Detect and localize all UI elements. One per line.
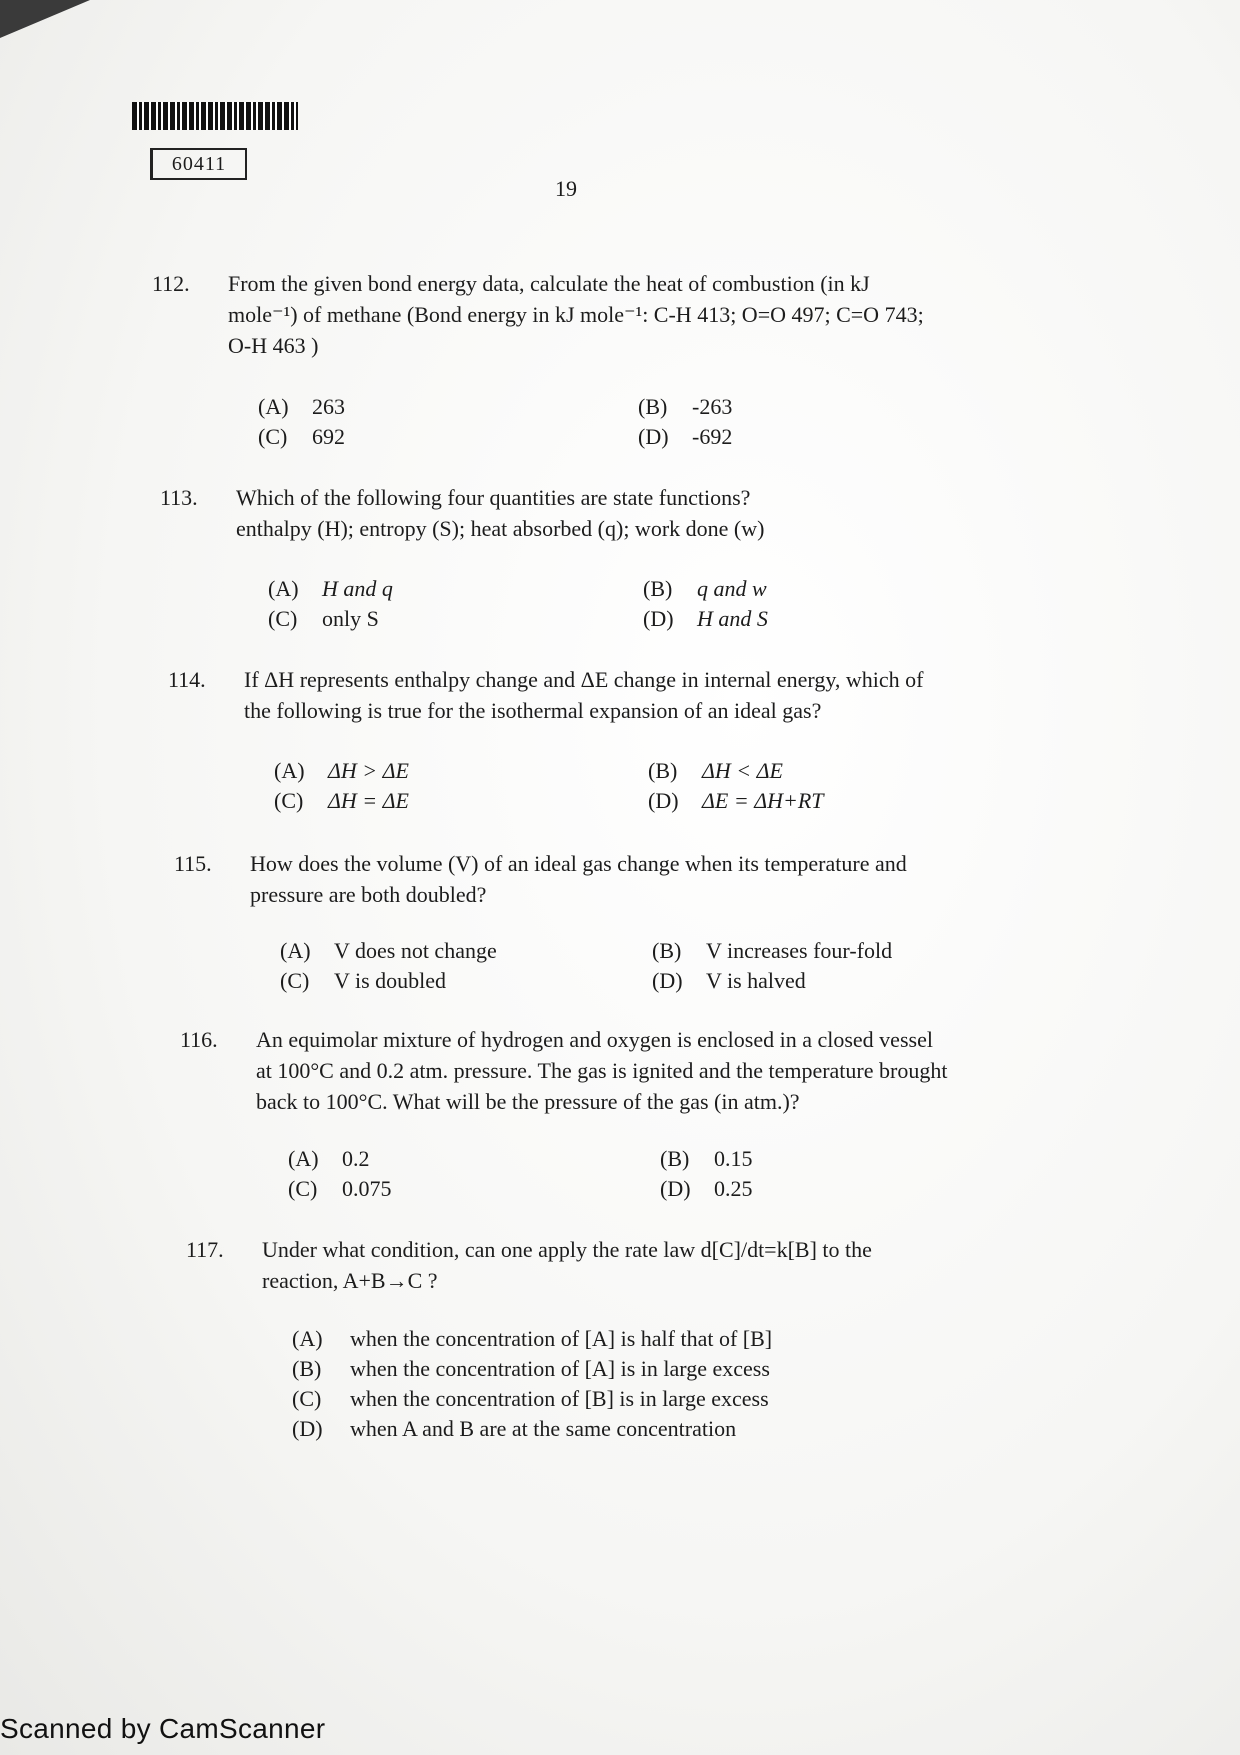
question-number: 114. xyxy=(168,667,206,692)
stem-line: Which of the following four quantities are state functions? xyxy=(236,485,751,510)
option-d[interactable]: (D) H and S xyxy=(643,606,768,631)
paper-code: 60411 xyxy=(150,148,247,180)
option-a[interactable]: (A) 0.2 xyxy=(288,1146,370,1171)
stem-line: mole⁻¹) of methane (Bond energy in kJ mole⁻¹: C-H 413; O=O 497; C=O 743; xyxy=(228,302,924,327)
option-b[interactable]: (B) q and w xyxy=(643,576,767,601)
option-d[interactable]: (D) ΔE = ΔH+RT xyxy=(648,788,824,813)
option-c[interactable]: (C) 692 xyxy=(258,424,345,449)
question-stem xyxy=(256,1024,947,1117)
option-c[interactable]: (C) only S xyxy=(268,606,379,631)
option-a[interactable]: (A) ΔH > ΔE xyxy=(274,758,409,783)
question-number: 116. xyxy=(180,1027,218,1052)
option-d[interactable]: (D) when A and B are at the same concentration xyxy=(292,1416,737,1441)
question-number: 117. xyxy=(186,1237,224,1262)
stem-line: the following is true for the isothermal expansion of an ideal gas? xyxy=(244,698,822,723)
question-115 xyxy=(174,848,1030,912)
options-113 xyxy=(268,574,868,636)
question-112 xyxy=(152,268,1032,368)
corner-shadow xyxy=(0,0,90,38)
option-d[interactable]: (D) -692 xyxy=(638,424,733,449)
stem-line: O-H 463 ) xyxy=(228,333,319,358)
options-114 xyxy=(274,756,874,818)
question-116 xyxy=(180,1024,1040,1120)
question-stem xyxy=(250,848,907,910)
question-stem xyxy=(236,482,764,544)
stem-line: An equimolar mixture of hydrogen and oxygen is enclosed in a closed vessel xyxy=(256,1027,933,1052)
stem-line: From the given bond energy data, calculate the heat of combustion (in kJ xyxy=(228,271,870,296)
question-113 xyxy=(160,482,1020,546)
option-d[interactable]: (D) 0.25 xyxy=(660,1176,753,1201)
options-112 xyxy=(258,392,858,454)
option-b[interactable]: (B) V increases four-fold xyxy=(652,938,893,963)
options-117 xyxy=(292,1324,912,1448)
options-116 xyxy=(288,1144,888,1206)
option-b[interactable]: (B) when the concentration of [A] is in large excess xyxy=(292,1356,770,1381)
question-117 xyxy=(186,1234,1046,1298)
stem-line: enthalpy (H); entropy (S); heat absorbed (q); work done (w) xyxy=(236,516,765,541)
question-number: 112. xyxy=(152,271,190,296)
question-114 xyxy=(168,664,1028,728)
option-a[interactable]: (A) 263 xyxy=(258,394,345,419)
stem-line: reaction, A+B→C ? xyxy=(262,1268,438,1293)
stem-line: Under what condition, can one apply the rate law d[C]/dt=k[B] to the xyxy=(262,1237,872,1262)
option-c[interactable]: (C) V is doubled xyxy=(280,968,447,993)
question-number: 115. xyxy=(174,851,212,876)
option-d[interactable]: (D) V is halved xyxy=(652,968,806,993)
question-stem xyxy=(262,1234,872,1296)
barcode xyxy=(132,102,298,130)
stem-line: pressure are both doubled? xyxy=(250,882,487,907)
stem-line: How does the volume (V) of an ideal gas change when its temperature and xyxy=(250,851,907,876)
stem-line: back to 100°C. What will be the pressure of the gas (in atm.)? xyxy=(256,1089,800,1114)
option-b[interactable]: (B) ΔH < ΔE xyxy=(648,758,783,783)
option-a[interactable]: (A) V does not change xyxy=(280,938,497,963)
question-stem xyxy=(228,268,924,361)
option-b[interactable]: (B) -263 xyxy=(638,394,733,419)
stem-line: If ΔH represents enthalpy change and ΔE change in internal energy, which of xyxy=(244,667,924,692)
option-a[interactable]: (A) when the concentration of [A] is half that of [B] xyxy=(292,1326,773,1351)
option-c[interactable]: (C) 0.075 xyxy=(288,1176,392,1201)
option-b[interactable]: (B) 0.15 xyxy=(660,1146,753,1171)
option-a[interactable]: (A) H and q xyxy=(268,576,393,601)
stem-line: at 100°C and 0.2 atm. pressure. The gas is ignited and the temperature brought xyxy=(256,1058,948,1083)
question-number: 113. xyxy=(160,485,198,510)
question-stem xyxy=(244,664,924,726)
options-115 xyxy=(280,936,940,998)
option-c[interactable]: (C) when the concentration of [B] is in large excess xyxy=(292,1386,769,1411)
page-number: 19 xyxy=(555,176,577,201)
option-c[interactable]: (C) ΔH = ΔE xyxy=(274,788,409,813)
scanner-watermark: Scanned by CamScanner xyxy=(0,1713,326,1744)
